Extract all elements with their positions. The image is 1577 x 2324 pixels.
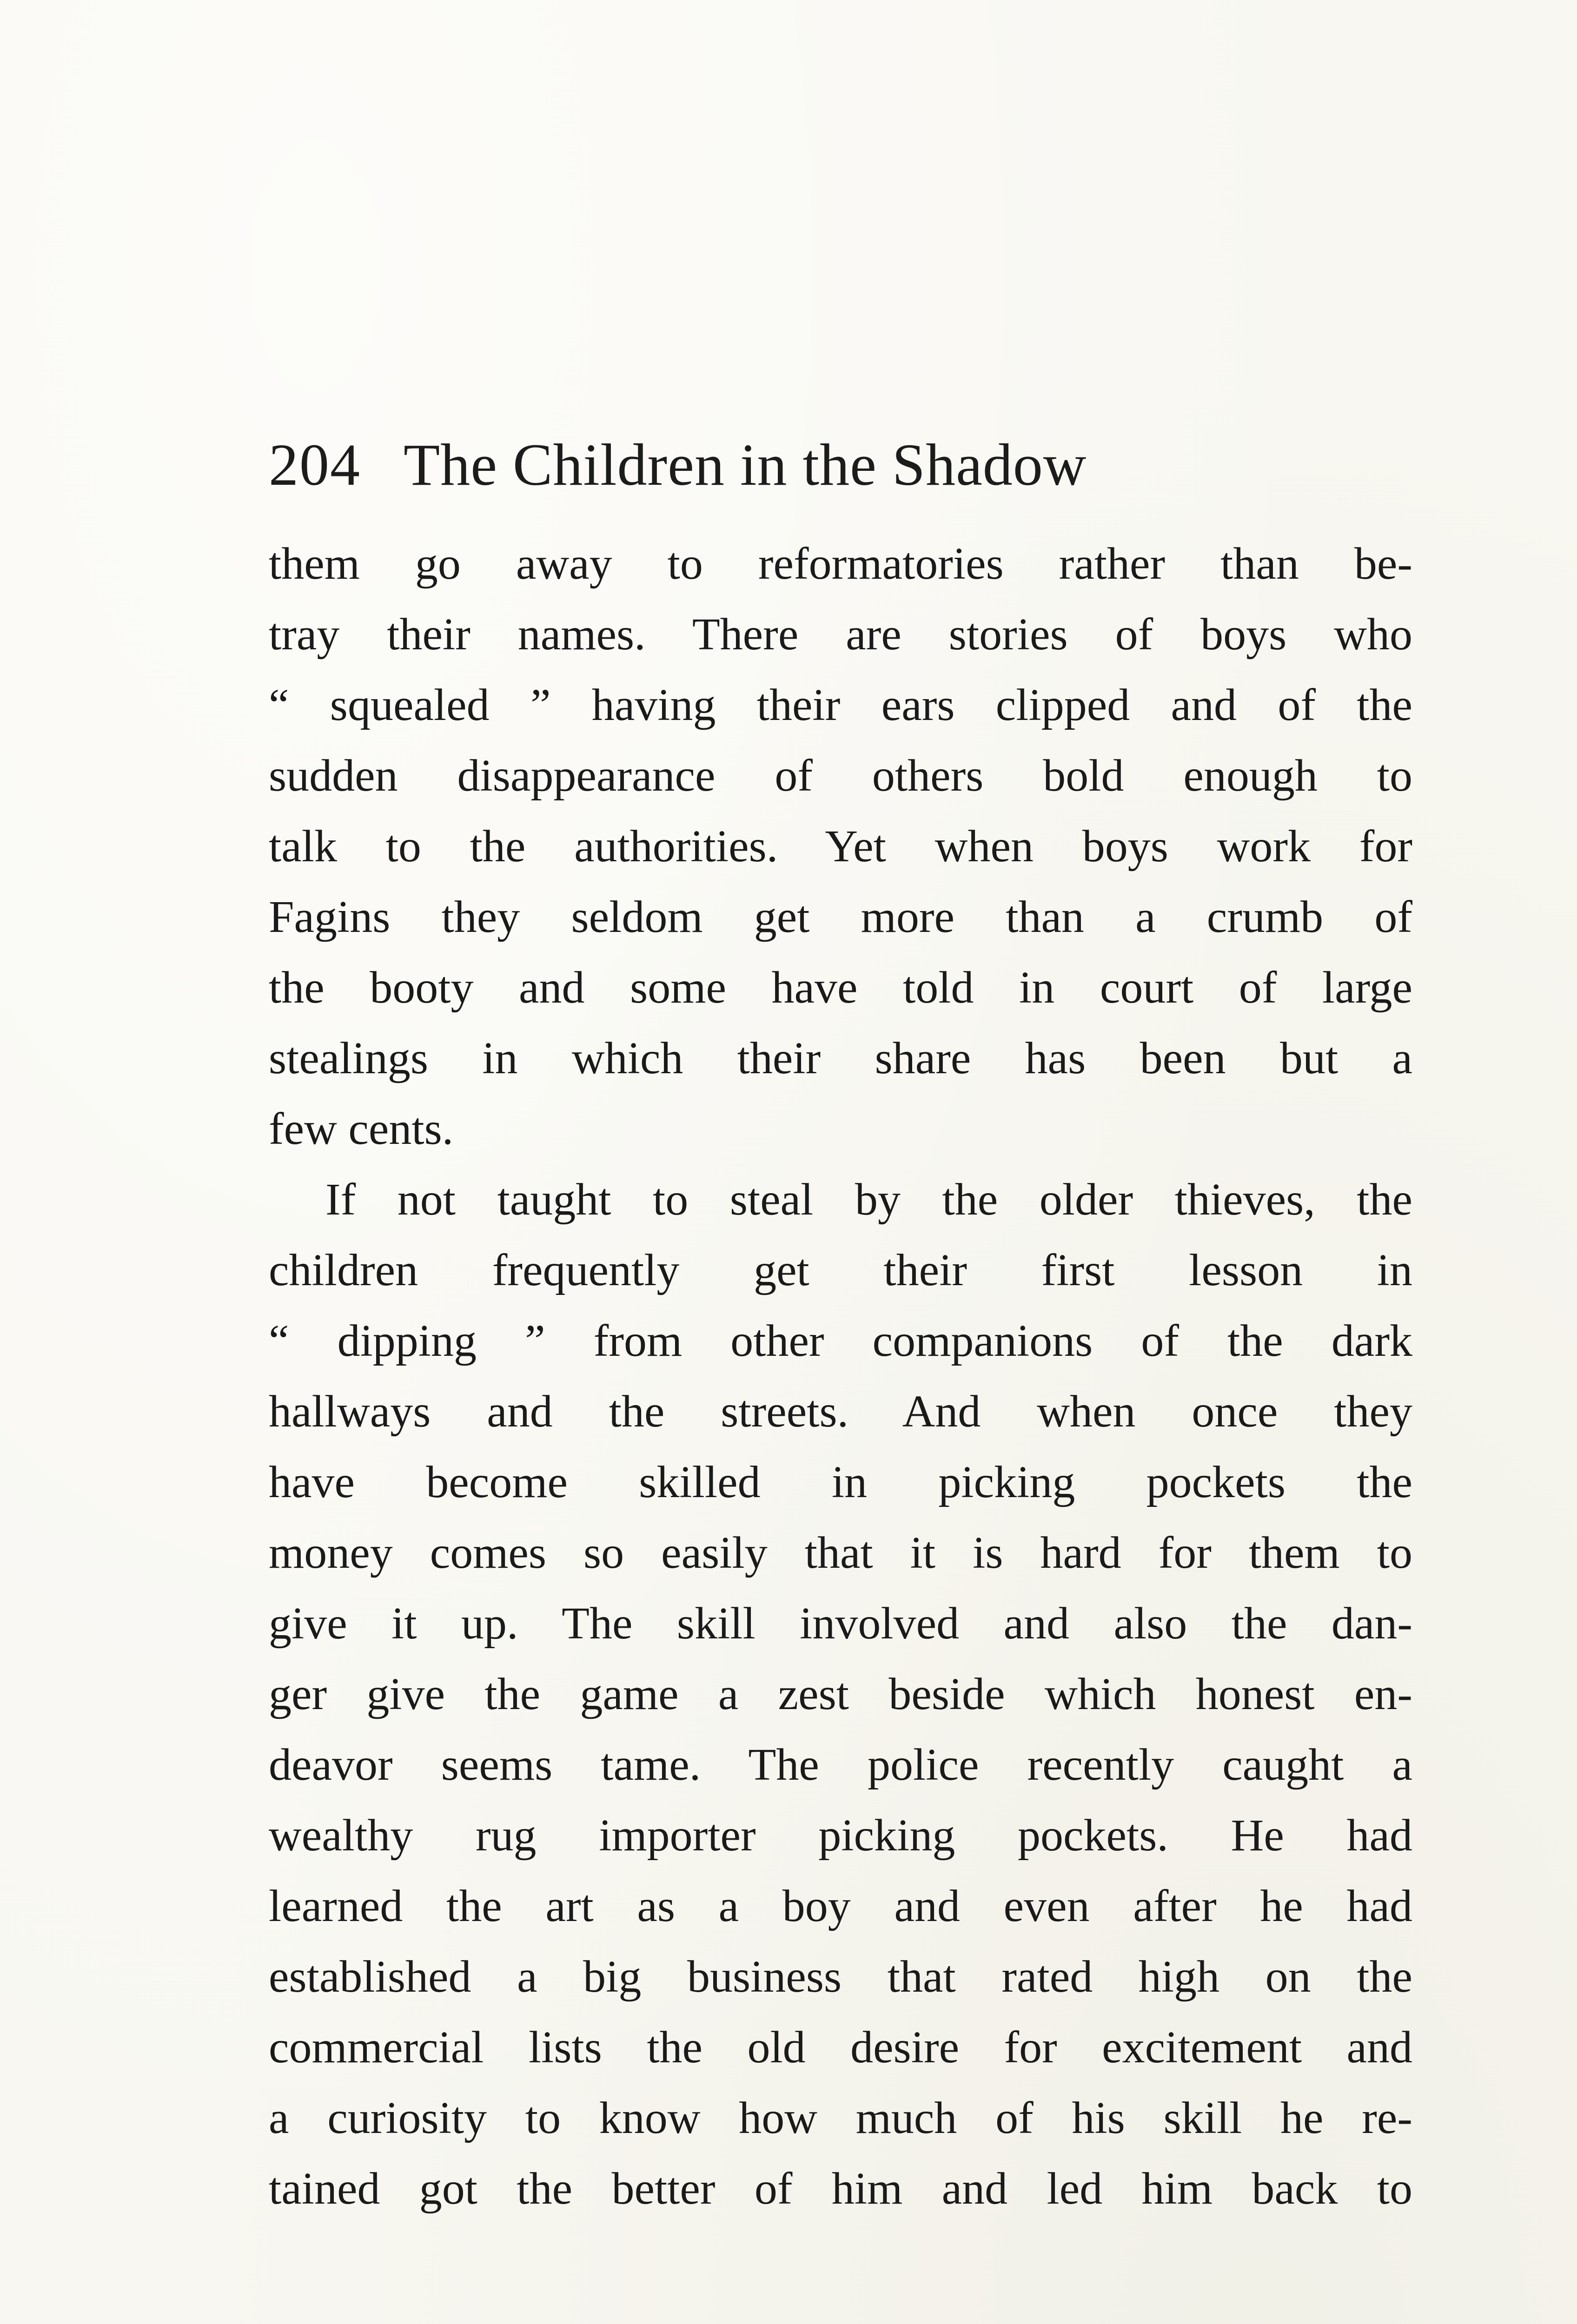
text-line: wealthy rug importer picking pockets. He had bbox=[269, 1810, 1412, 1861]
paragraph-1 bbox=[269, 528, 1412, 1164]
text-line: “ dipping ” from other companions of the dark bbox=[269, 1316, 1412, 1366]
text-line: tained got the better of him and led him back to bbox=[269, 2164, 1412, 2214]
text-line: established a big business that rated high on the bbox=[269, 1952, 1412, 2002]
text-line: money comes so easily that it is hard for them to bbox=[269, 1528, 1412, 1578]
text-line: If not taught to steal by the older thieves, the bbox=[325, 1175, 1412, 1225]
running-title: The Children in the Shadow bbox=[404, 432, 1087, 498]
text-line: have become skilled in picking pockets the bbox=[269, 1457, 1412, 1507]
text-line: commercial lists the old desire for excitement and bbox=[269, 2022, 1412, 2073]
text-line: hallways and the streets. And when once they bbox=[269, 1386, 1412, 1437]
text-line: stealings in which their share has been but a bbox=[269, 1033, 1412, 1083]
text-line: the booty and some have told in court of large bbox=[269, 963, 1412, 1013]
text-line: learned the art as a boy and even after he had bbox=[269, 1881, 1412, 1931]
text-line: talk to the authorities. Yet when boys work for bbox=[269, 821, 1412, 872]
page-number: 204 bbox=[269, 432, 361, 498]
text-line: give it up. The skill involved and also the dan- bbox=[269, 1598, 1412, 1649]
running-header bbox=[269, 432, 1412, 497]
text-line: them go away to reformatories rather than be- bbox=[269, 539, 1412, 589]
text-line: a curiosity to know how much of his skill he re- bbox=[269, 2093, 1412, 2143]
body-text bbox=[269, 528, 1412, 2224]
text-line: sudden disappearance of others bold enough to bbox=[269, 751, 1412, 801]
text-line: tray their names. There are stories of boys who bbox=[269, 609, 1412, 660]
text-line: few cents. bbox=[269, 1104, 454, 1154]
paragraph-2 bbox=[269, 1164, 1412, 2224]
text-line: children frequently get their first lesson in bbox=[269, 1245, 1412, 1295]
text-line: “ squealed ” having their ears clipped and of the bbox=[269, 680, 1412, 730]
text-line: Fagins they seldom get more than a crumb of bbox=[269, 892, 1412, 942]
text-line: deavor seems tame. The police recently caught a bbox=[269, 1740, 1412, 1790]
text-line: ger give the game a zest beside which honest en- bbox=[269, 1669, 1412, 1719]
